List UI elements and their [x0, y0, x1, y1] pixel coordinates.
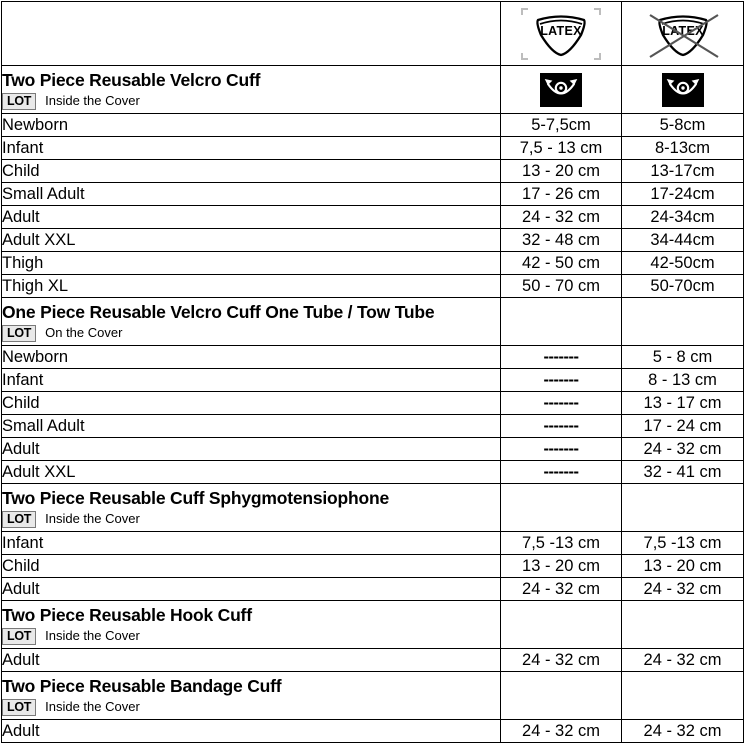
cuff-size-name: Thigh XL — [2, 275, 501, 298]
table-row — [2, 346, 744, 369]
section-lot-line — [2, 511, 500, 528]
section-title-cell — [2, 601, 501, 649]
latex-free-size-value: 24-34cm — [622, 206, 744, 229]
cuff-size-name: Child — [2, 392, 501, 415]
latex-free-size-value: 13-17cm — [622, 160, 744, 183]
section-lot-line — [2, 628, 500, 645]
section-latex-free-cell — [622, 672, 744, 720]
table-row — [2, 369, 744, 392]
lot-badge: LOT — [2, 628, 36, 645]
cuff-size-name: Thigh — [2, 252, 501, 275]
section-latex-cell — [501, 672, 622, 720]
header-blank-cell — [2, 2, 501, 66]
svg-text:LATEX: LATEX — [661, 23, 704, 38]
section-latex-free-cell — [622, 601, 744, 649]
cuff-symbol-icon — [662, 73, 704, 107]
cuff-size-name: Adult — [2, 649, 501, 672]
section-title-cell — [2, 66, 501, 114]
section-lot-line — [2, 699, 500, 716]
latex-size-value: ------- — [501, 415, 622, 438]
cuff-size-name: Infant — [2, 532, 501, 555]
cuff-size-name: Adult XXL — [2, 229, 501, 252]
cuff-size-name: Newborn — [2, 114, 501, 137]
section-title-cell — [2, 298, 501, 346]
header-latex-free-cell — [622, 2, 744, 66]
section-title: Two Piece Reusable Velcro Cuff — [2, 69, 261, 90]
lot-location-note: Inside the Cover — [45, 93, 140, 108]
cuff-size-name: Small Adult — [2, 183, 501, 206]
latex-free-size-value: 13 - 17 cm — [622, 392, 744, 415]
latex-free-size-value: 17 - 24 cm — [622, 415, 744, 438]
lot-badge: LOT — [2, 699, 36, 716]
section-title: Two Piece Reusable Bandage Cuff — [2, 675, 282, 696]
table-row — [2, 555, 744, 578]
cuff-size-name: Child — [2, 160, 501, 183]
latex-free-size-value: 7,5 -13 cm — [622, 532, 744, 555]
latex-size-value: ------- — [501, 461, 622, 484]
table-row — [2, 415, 744, 438]
table-row — [2, 392, 744, 415]
latex-size-value: 32 - 48 cm — [501, 229, 622, 252]
cuff-size-name: Small Adult — [2, 415, 501, 438]
latex-size-value: 24 - 32 cm — [501, 578, 622, 601]
cuff-size-name: Adult — [2, 578, 501, 601]
cuff-size-name: Child — [2, 555, 501, 578]
header-latex-cell — [501, 2, 622, 66]
lot-location-note: Inside the Cover — [45, 628, 140, 643]
table-row — [2, 578, 744, 601]
lot-badge: LOT — [2, 511, 36, 528]
cuff-size-table-page — [0, 1, 744, 740]
table-row — [2, 252, 744, 275]
latex-size-value: 17 - 26 cm — [501, 183, 622, 206]
latex-size-value: ------- — [501, 438, 622, 461]
cuff-size-name: Adult — [2, 206, 501, 229]
latex-free-size-value: 8 - 13 cm — [622, 369, 744, 392]
cuff-size-name: Adult — [2, 720, 501, 743]
latex-free-size-value: 34-44cm — [622, 229, 744, 252]
section-title: Two Piece Reusable Cuff Sphygmotensiophone — [2, 487, 390, 508]
table-header-row — [2, 2, 744, 66]
cuff-size-table — [1, 1, 744, 743]
table-row — [2, 206, 744, 229]
section-title: One Piece Reusable Velcro Cuff One Tube / Tow Tube — [2, 301, 435, 322]
section-latex-free-cell — [622, 484, 744, 532]
lot-location-note: On the Cover — [45, 325, 123, 340]
latex-free-size-value: 24 - 32 cm — [622, 578, 744, 601]
latex-size-value: 7,5 -13 cm — [501, 532, 622, 555]
latex-size-value: 13 - 20 cm — [501, 160, 622, 183]
section-latex-cell — [501, 484, 622, 532]
latex-free-size-value: 24 - 32 cm — [622, 438, 744, 461]
latex-free-size-value: 24 - 32 cm — [622, 649, 744, 672]
section-header-row — [2, 66, 744, 114]
latex-free-size-value: 5 - 8 cm — [622, 346, 744, 369]
section-title-cell — [2, 672, 501, 720]
table-row — [2, 461, 744, 484]
table-row — [2, 720, 744, 743]
section-latex-cell — [501, 298, 622, 346]
latex-size-value: ------- — [501, 392, 622, 415]
table-row — [2, 229, 744, 252]
latex-free-icon — [640, 5, 726, 63]
latex-size-value: 24 - 32 cm — [501, 720, 622, 743]
svg-text:LATEX: LATEX — [540, 23, 582, 38]
table-row — [2, 114, 744, 137]
section-header-row — [2, 484, 744, 532]
cuff-size-name: Adult XXL — [2, 461, 501, 484]
lot-location-note: Inside the Cover — [45, 699, 140, 714]
cuff-size-name: Infant — [2, 137, 501, 160]
table-row — [2, 183, 744, 206]
section-header-row — [2, 601, 744, 649]
latex-free-size-value: 17-24cm — [622, 183, 744, 206]
section-header-row — [2, 672, 744, 720]
cuff-size-name: Adult — [2, 438, 501, 461]
latex-free-size-value: 5-8cm — [622, 114, 744, 137]
latex-icon — [518, 5, 604, 63]
section-lot-line — [2, 325, 500, 342]
latex-free-size-value: 32 - 41 cm — [622, 461, 744, 484]
cuff-symbol-icon — [540, 73, 582, 107]
section-latex-cell — [501, 601, 622, 649]
latex-free-size-value: 24 - 32 cm — [622, 720, 744, 743]
latex-size-value: 24 - 32 cm — [501, 206, 622, 229]
latex-free-size-value: 13 - 20 cm — [622, 555, 744, 578]
section-lot-line — [2, 93, 500, 110]
table-row — [2, 649, 744, 672]
table-row — [2, 275, 744, 298]
lot-badge: LOT — [2, 93, 36, 110]
table-row — [2, 137, 744, 160]
latex-size-value: 50 - 70 cm — [501, 275, 622, 298]
latex-size-value: 24 - 32 cm — [501, 649, 622, 672]
latex-free-size-value: 42-50cm — [622, 252, 744, 275]
table-row — [2, 532, 744, 555]
section-latex-cell — [501, 66, 622, 114]
latex-size-value: 13 - 20 cm — [501, 555, 622, 578]
table-row — [2, 438, 744, 461]
latex-size-value: ------- — [501, 346, 622, 369]
lot-badge: LOT — [2, 325, 36, 342]
section-title: Two Piece Reusable Hook Cuff — [2, 604, 252, 625]
section-header-row — [2, 298, 744, 346]
section-title-cell — [2, 484, 501, 532]
cuff-size-name: Newborn — [2, 346, 501, 369]
latex-size-value: 5-7,5cm — [501, 114, 622, 137]
lot-location-note: Inside the Cover — [45, 511, 140, 526]
cuff-size-name: Infant — [2, 369, 501, 392]
section-latex-free-cell — [622, 66, 744, 114]
table-row — [2, 160, 744, 183]
latex-size-value: 42 - 50 cm — [501, 252, 622, 275]
latex-size-value: 7,5 - 13 cm — [501, 137, 622, 160]
latex-size-value: ------- — [501, 369, 622, 392]
latex-free-size-value: 8-13cm — [622, 137, 744, 160]
section-latex-free-cell — [622, 298, 744, 346]
latex-free-size-value: 50-70cm — [622, 275, 744, 298]
